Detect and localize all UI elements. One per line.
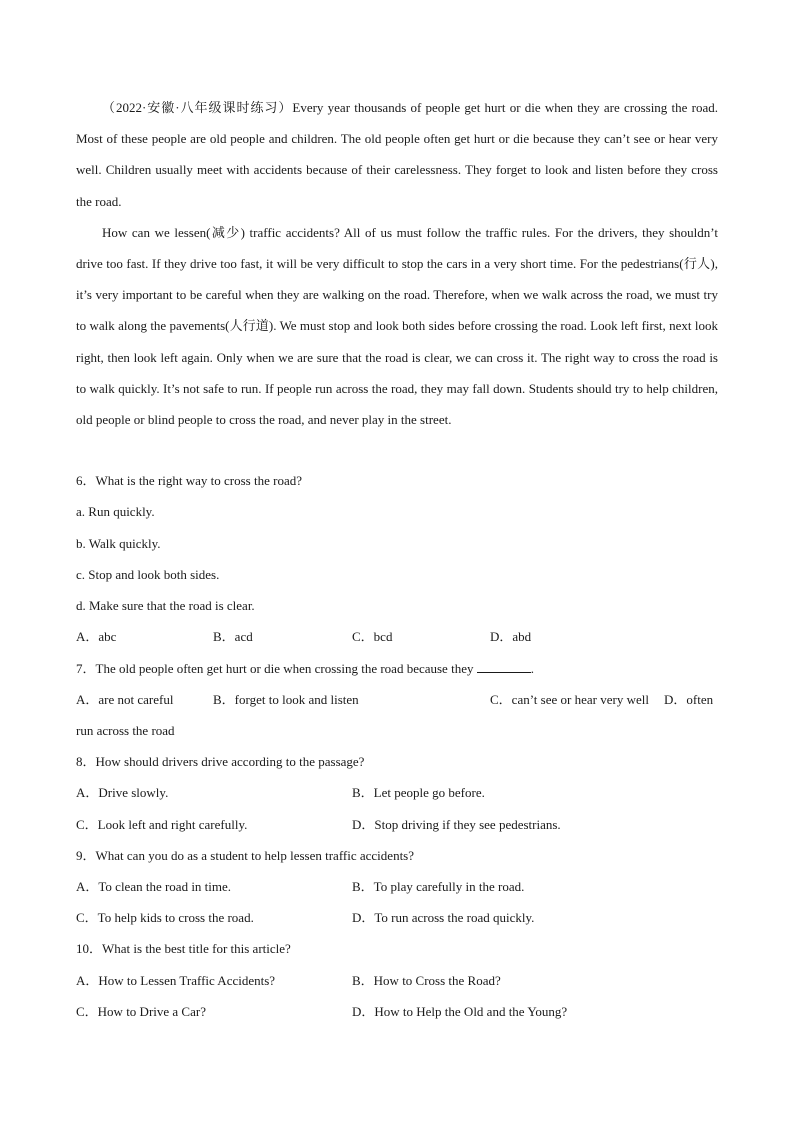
question-9-option-a: A．To clean the road in time. <box>76 879 232 894</box>
passage-paragraph-2: How can we lessen(减少) traffic accidents? All of us must follow the traffic rules. For the drivers, they shouldn’t drive too fast. If they drive too fast, it will be very difficult to stop the cars in a very short time. For the pedestrians(行人), it’s very important to be careful when they are walking on the road. Therefore, when we walk across the road, we must try to walk along the pavements(人行道). We must stop and look both sides before crossing the road. Look left first, next look right, then look left again. Only when we are sure that the road is clear, we can cross it. The right way to cross the road is to walk quickly. It’s not safe to run. If people run across the road, they may fall down. Students should try to help children, old people or blind people to cross the road, and never play in the street. <box>76 224 718 428</box>
answer-blank <box>477 660 531 673</box>
question-6-option-c: C．bcd <box>352 629 393 644</box>
question-6-item-b: b. Walk quickly. <box>76 536 161 551</box>
question-7-option-c: C．can’t see or hear very well <box>490 692 649 707</box>
question-6-option-d: D．abd <box>490 629 532 644</box>
question-9-option-b: B．To play carefully in the road. <box>352 879 525 894</box>
question-9-option-c: C．To help kids to cross the road. <box>76 910 254 925</box>
question-9-stem: 9．What can you do as a student to help lessen traffic accidents? <box>76 848 415 863</box>
question-7-option-d: D．often <box>664 692 714 707</box>
question-8-option-b: B．Let people go before. <box>352 785 485 800</box>
question-6-option-b: B．acd <box>213 629 253 644</box>
question-10-option-b: B．How to Cross the Road? <box>352 973 501 988</box>
question-7-stem-end: . <box>530 661 534 676</box>
question-7-option-d-continued: run across the road <box>76 723 175 738</box>
question-6-option-a: A．abc <box>76 629 117 644</box>
passage-paragraph-1: （2022·安徽·八年级课时练习）Every year thousands of people get hurt or die when they are crossing the road. Most of these people are old people and children. The old people often get hurt or die because they can’t see or hear very well. Children usually meet with accidents because of their carelessness. They forget to look and listen before they cross the road. <box>76 100 718 209</box>
question-8-stem: 8．How should drivers drive according to the passage? <box>76 754 365 769</box>
question-7-stem-line <box>76 659 534 679</box>
question-6-item-c: c. Stop and look both sides. <box>76 567 220 582</box>
question-10-option-d: D．How to Help the Old and the Young? <box>352 1004 568 1019</box>
question-10-stem: 10．What is the best title for this article? <box>76 941 291 956</box>
question-7-stem: 7．The old people often get hurt or die when crossing the road because they <box>76 661 474 676</box>
question-10-option-c: C．How to Drive a Car? <box>76 1004 206 1019</box>
reading-passage <box>76 92 718 435</box>
question-7-option-b: B．forget to look and listen <box>213 692 359 707</box>
question-8-option-d: D．Stop driving if they see pedestrians. <box>352 817 561 832</box>
question-8-option-c: C．Look left and right carefully. <box>76 817 248 832</box>
question-8-option-a: A．Drive slowly. <box>76 785 169 800</box>
question-10-option-a: A．How to Lessen Traffic Accidents? <box>76 973 276 988</box>
question-7-option-a: A．are not careful <box>76 692 174 707</box>
question-9-option-d: D．To run across the road quickly. <box>352 910 535 925</box>
question-6-stem: 6．What is the right way to cross the road? <box>76 473 302 488</box>
question-6-item-a: a. Run quickly. <box>76 504 155 519</box>
question-6-item-d: d. Make sure that the road is clear. <box>76 598 255 613</box>
